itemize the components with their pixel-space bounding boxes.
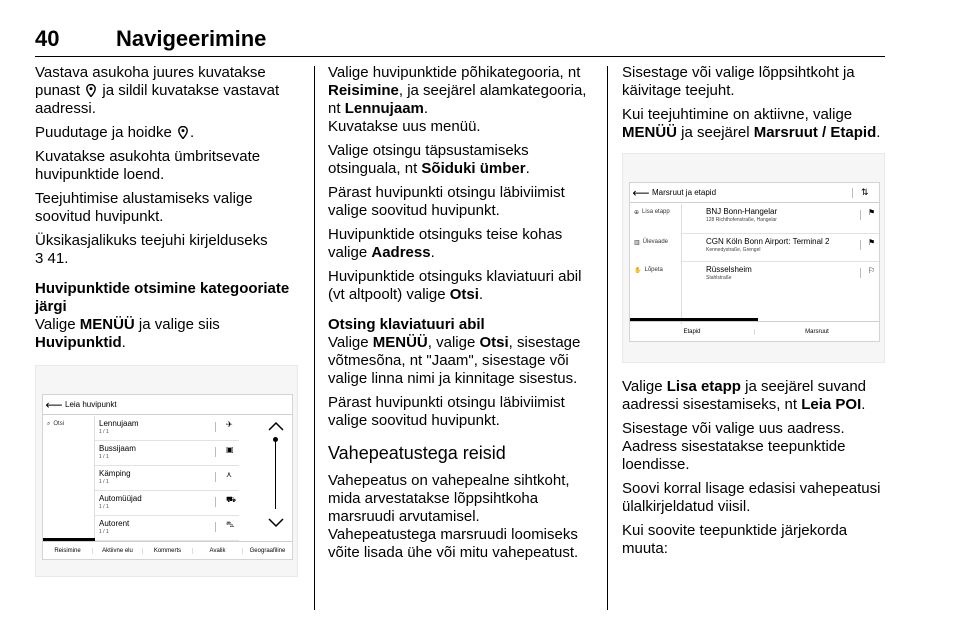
bus-icon: ▣ xyxy=(226,445,234,454)
paragraph: Soovi korral lisage edasisi vahepeatusi ülalkirjeldatud viisil. xyxy=(622,480,881,515)
back-arrow-icon: ⟵ xyxy=(45,397,63,412)
list-item: Lennujaam 1 / 1 ✈ xyxy=(95,416,239,441)
paragraph: Vahepeatustega marsruudi loomiseks võite lisada ühe või mitu vahepeatust. xyxy=(328,526,579,561)
scrollbar-track xyxy=(275,439,276,509)
page-number: 40 xyxy=(35,26,60,51)
chevron-down-icon xyxy=(268,518,284,528)
paragraph: Kui soovite teepunktide järjekorda muuta: xyxy=(622,522,848,557)
column-divider-2 xyxy=(607,66,608,610)
airport-icon: ✈ xyxy=(226,420,233,429)
search-side-button: ⌕ Otsi xyxy=(43,416,95,440)
list-item: Rüsselsheim Stahlstraße ⚐ xyxy=(706,265,876,281)
car-icon: ⛟ xyxy=(226,495,237,504)
column-1 xyxy=(35,64,300,358)
paragraph: Kuvatakse asukohta ümbritsevate huvipunktide loend. xyxy=(35,148,261,183)
tab-geograafiline: Geograafiline xyxy=(249,547,286,554)
page-header-title: Navigeerimine xyxy=(116,26,267,51)
stop-hand-icon: ✋ xyxy=(634,268,642,274)
paragraph: Valige huvipunktide põhikategooria, nt Reisimine, ja seejärel alamkategooria, nt Lennujaam. xyxy=(328,64,587,117)
list-item: Automüüjad 1 / 1 ⛟ xyxy=(95,491,239,516)
list-item: Autorent 1 / 1 ⛍ xyxy=(95,516,239,541)
list-item: Bussijaam 1 / 1 ▣ xyxy=(95,441,239,466)
column-divider-1 xyxy=(314,66,315,610)
search-icon: ⌕ xyxy=(47,421,51,427)
screen-title: Leia huvipunkt xyxy=(65,400,117,409)
paragraph: Sisestage või valige lõppsihtkoht ja käivitage teejuht. xyxy=(622,64,855,99)
map-pin-icon xyxy=(178,126,188,139)
screen-title-bar xyxy=(630,183,879,203)
section-heading: Vahepeatustega reisid xyxy=(328,443,506,463)
paragraph: Valige otsingu täpsustamiseks otsinguala, nt Sõiduki ümber. xyxy=(328,142,530,177)
section-subheading: Huvipunktide otsimine kategooriate järgi xyxy=(35,280,290,315)
add-stage-button: ⊕ Lisa etapp xyxy=(630,204,682,234)
add-icon: ⊕ xyxy=(634,210,640,216)
list-item: CGN Köln Bonn Airport: Terminal 2 Kennedystraße, Grengel ⚑ xyxy=(682,234,879,262)
finish-button: ✋ Lõpeta xyxy=(630,262,682,324)
destination-flag-icon: ⚐ xyxy=(868,266,876,275)
map-icon: ▥ xyxy=(634,240,640,246)
category-tab-bar xyxy=(43,541,292,559)
paragraph: Vahepeatus on vahepealne sihtkoht, mida arvestatakse lõppsihtkoha marsruudi arvutamisel. xyxy=(328,472,570,525)
column-3 xyxy=(622,64,887,148)
reorder-icon: ⇅ xyxy=(861,187,869,197)
column-2 xyxy=(328,64,596,568)
poi-search-screen-illustration xyxy=(35,365,298,577)
screen-frame xyxy=(42,394,293,560)
route-stages-screen-illustration xyxy=(622,153,885,363)
paragraph: Teejuhtimise alustamiseks valige soovitud huvipunkt. xyxy=(35,190,253,225)
paragraph: Üksikasjalikuks teejuhi kirjelduseks 3 41. xyxy=(35,232,268,267)
tab-aktiivne-elu: Aktiivne elu xyxy=(93,548,143,554)
chevron-up-icon xyxy=(268,421,284,431)
waypoint-flag-icon: ⚑ xyxy=(868,238,876,247)
section-subheading: Otsing klaviatuuri abil xyxy=(328,316,485,333)
paragraph: Vastava asukoha juures kuvatakse punast ja sildil kuvatakse vastavat aadressi. xyxy=(35,64,280,117)
waypoint-flag-icon: ⚑ xyxy=(868,208,876,217)
list-item: BNJ Bonn-Hangelar 128 Richthofenstraße, Hangelar ⚑ xyxy=(682,204,879,234)
paragraph: Valige MENÜÜ ja valige siis Huvipunktid. xyxy=(35,316,220,351)
page-reference-link: 3 41. xyxy=(35,250,69,267)
side-empty-area xyxy=(43,440,95,542)
overview-button: ▥ Ülevaade xyxy=(630,234,682,262)
paragraph: Pärast huvipunkti otsingu läbiviimist valige soovitud huvipunkt. xyxy=(328,394,565,429)
header-rule xyxy=(35,56,885,57)
tab-etapid: Etapid xyxy=(630,329,755,335)
tab-kommerts: Kommerts xyxy=(143,548,193,554)
screen-frame xyxy=(629,182,880,342)
paragraph: Kuvatakse uus menüü. xyxy=(328,118,481,135)
screen-title-bar xyxy=(43,395,292,415)
paragraph: Valige Lisa etapp ja seejärel suvand aadressi sisestamiseks, nt Leia POI. xyxy=(622,378,867,413)
paragraph: Sisestage või valige uus aadress. Aadress sisestatakse teepunktide loendisse. xyxy=(622,420,846,473)
paragraph: Huvipunktide otsinguks klaviatuuri abil (vt altpoolt) valige Otsi. xyxy=(328,268,582,303)
map-pin-icon xyxy=(86,84,96,97)
tent-icon: ⋏ xyxy=(226,470,232,479)
paragraph: Puudutage ja hoidke . xyxy=(35,124,195,141)
paragraph: Kui teejuhtimine on aktiivne, valige MENÜÜ ja seejärel Marsruut / Etapid. xyxy=(622,106,881,141)
route-tab-bar xyxy=(630,321,879,341)
paragraph: Pärast huvipunkti otsingu läbiviimist valige soovitud huvipunkt. xyxy=(328,184,565,219)
tab-marsruut: Marsruut xyxy=(805,328,829,335)
car-rental-icon: ⛍ xyxy=(226,520,235,529)
tab-reisimine: Reisimine xyxy=(43,548,93,554)
screen-title: Marsruut ja etapid xyxy=(652,188,717,197)
tab-avalik: Avalik xyxy=(193,548,243,554)
paragraph: Huvipunktide otsinguks teise kohas valige Aadress. xyxy=(328,226,563,261)
list-item: Kämping 1 / 1 ⋏ xyxy=(95,466,239,491)
paragraph: Valige MENÜÜ, valige Otsi, sisestage võtmesõna, nt "Jaam", sisestage või valige linna nimi ja kinnitage sisestus. xyxy=(328,334,581,387)
back-arrow-icon: ⟵ xyxy=(632,185,650,200)
column-3-lower xyxy=(622,378,887,564)
